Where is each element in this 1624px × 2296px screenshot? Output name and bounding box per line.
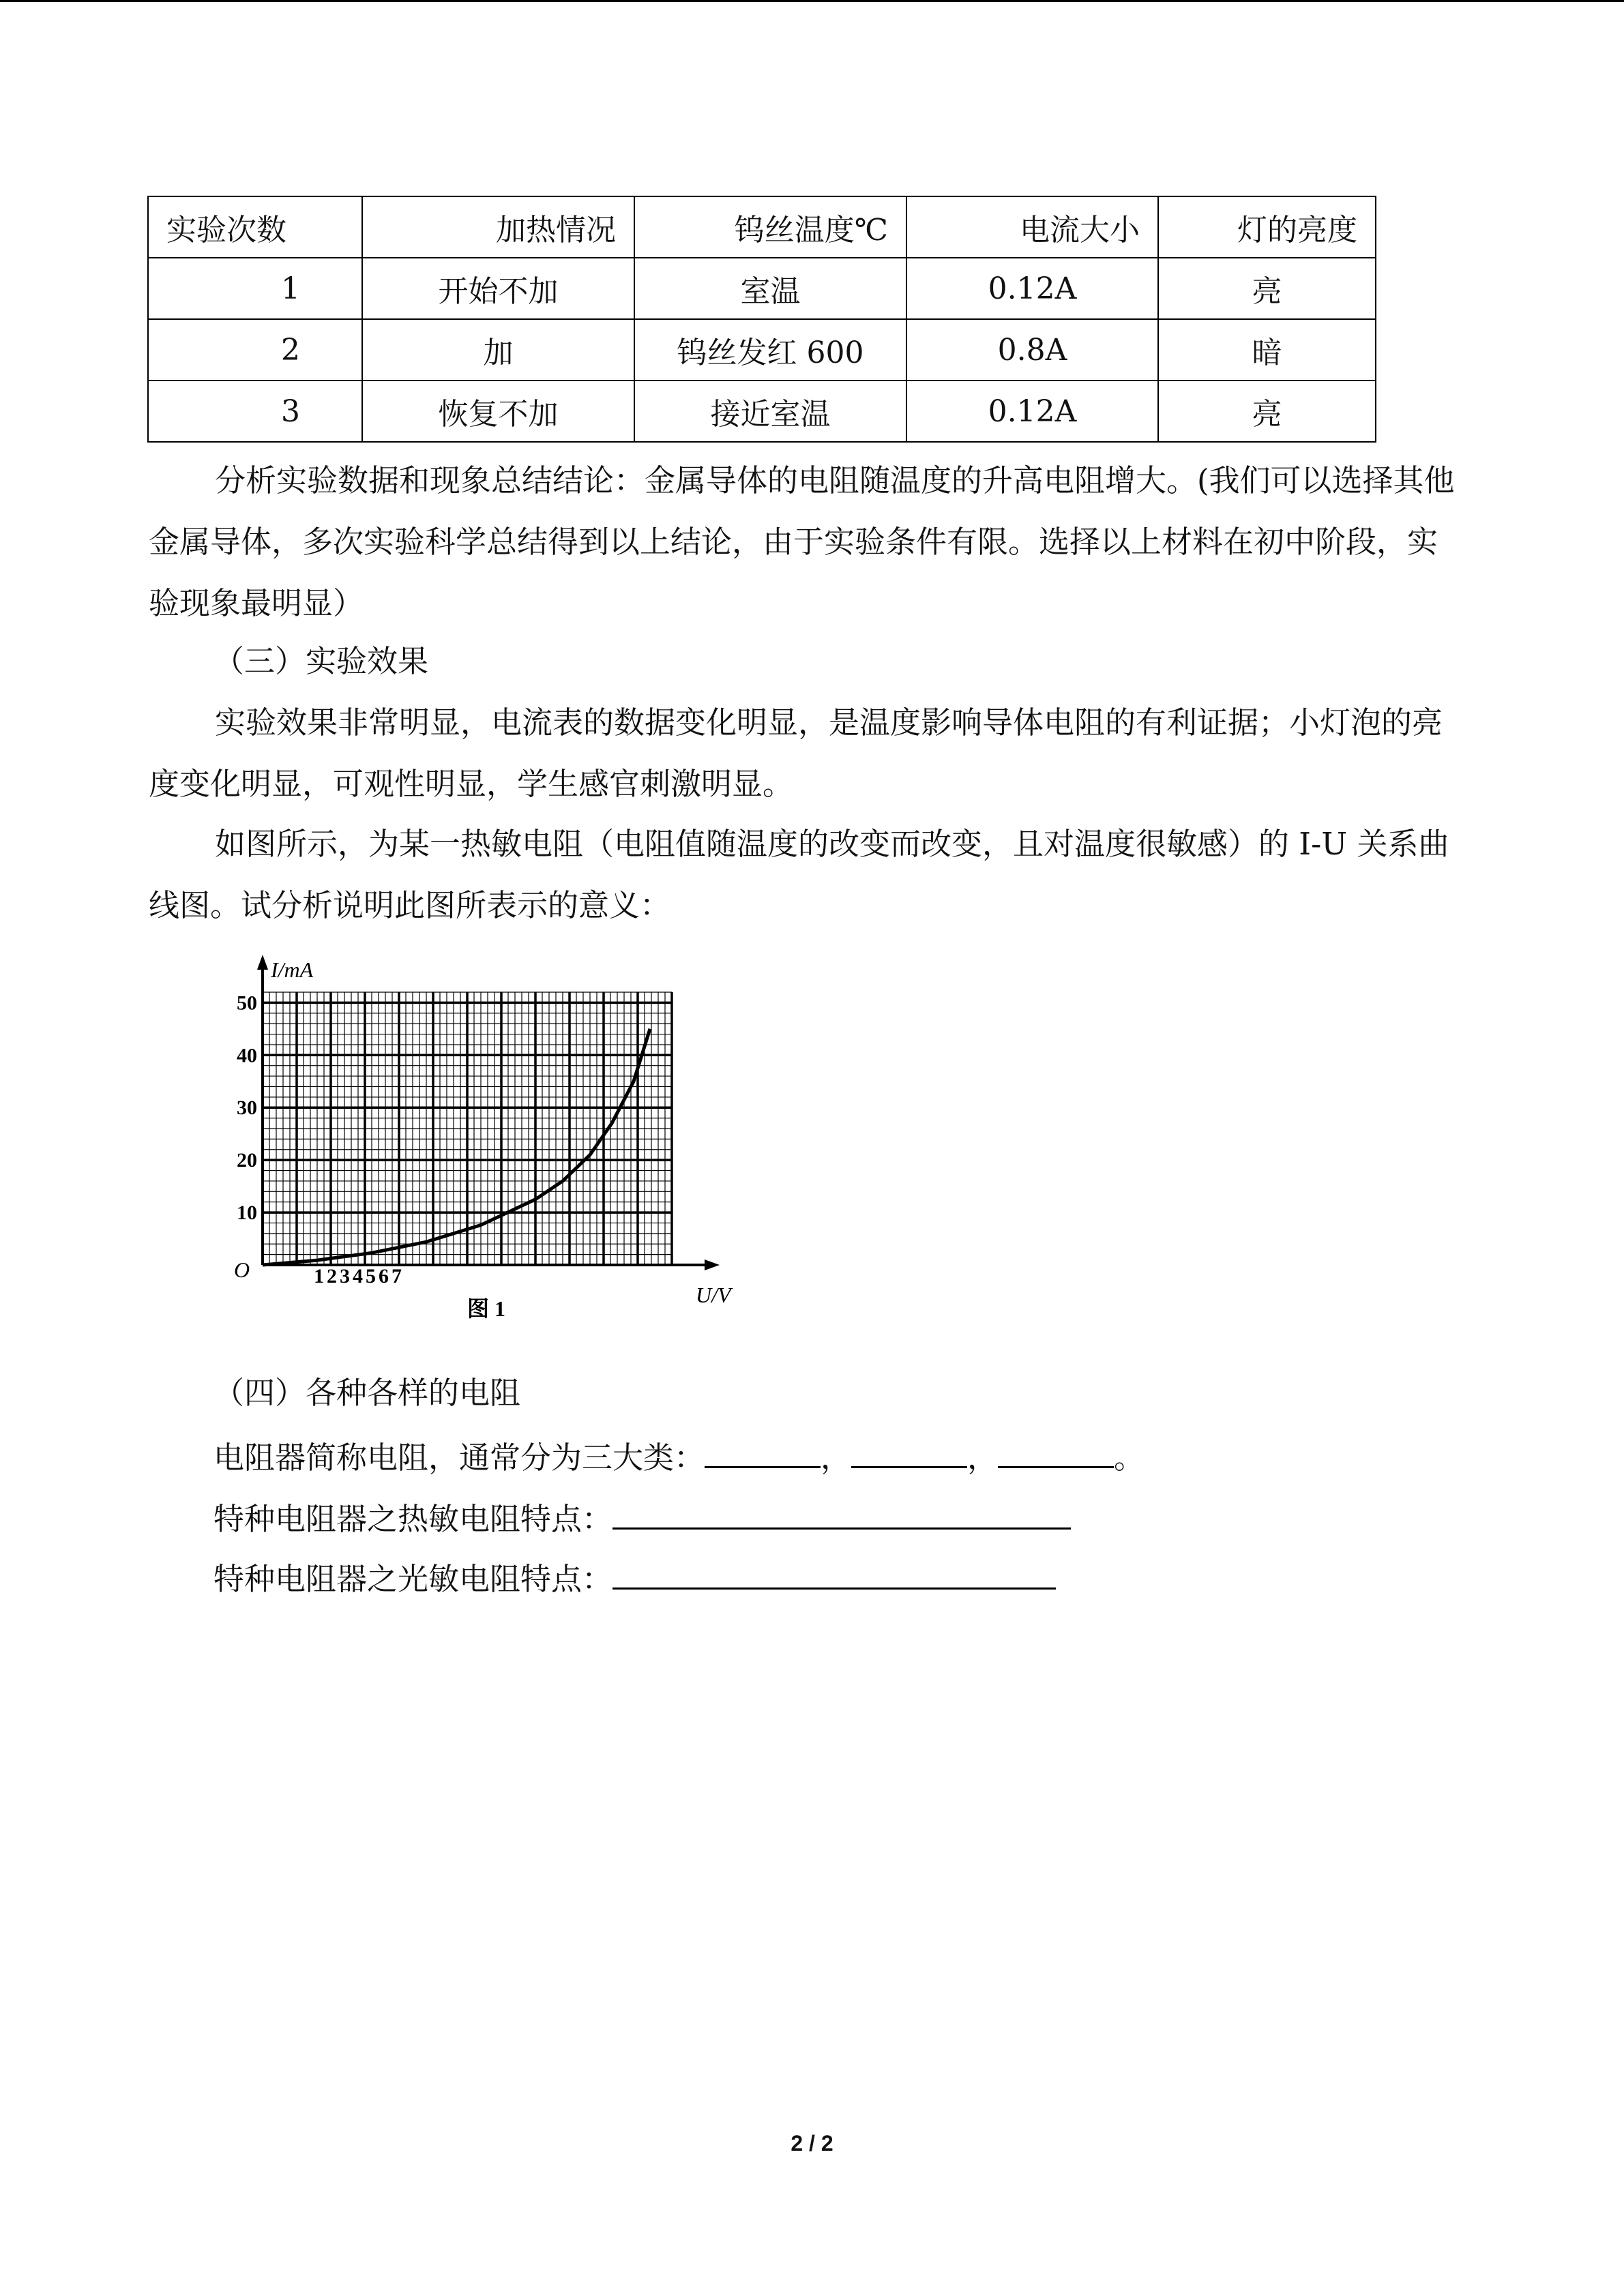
period: 。 — [1114, 1440, 1145, 1476]
comma-2: ， — [967, 1440, 999, 1476]
section-3-heading: （三）实验效果 — [213, 643, 429, 679]
classification-text: 电阻器简称电阻，通常分为三大类： — [213, 1440, 705, 1476]
chart-series — [263, 1029, 650, 1265]
y-tick-label: 40 — [237, 1044, 257, 1067]
table-header-row — [148, 196, 1376, 258]
x-tick-label: 7 — [392, 1265, 402, 1287]
origin-label: O — [234, 1257, 250, 1282]
header-current: 电流大小 — [906, 196, 1158, 258]
thermistor-line — [213, 1489, 1071, 1550]
y-axis-label: I/mA — [271, 957, 314, 982]
effect-paragraph: 实验效果非常明显，电流表的数据变化明显，是温度影响导体电阻的有利证据；小灯泡的亮度变化明显，可观性明显，学生感官刺激明显。 — [149, 704, 1443, 802]
table-cell: 加 — [362, 319, 634, 381]
table-cell: 1 — [148, 258, 362, 319]
x-tick-label: 4 — [353, 1265, 363, 1287]
thermistor-text: 特种电阻器之热敏电阻特点： — [213, 1501, 613, 1537]
top-border-line — [0, 0, 1624, 2]
classification-line — [213, 1427, 1145, 1489]
blank-field-2[interactable] — [851, 1431, 967, 1468]
y-tick-label: 50 — [237, 992, 257, 1015]
iu-curve-chart — [225, 948, 757, 1330]
y-axis-arrow — [257, 955, 268, 970]
header-heating: 加热情况 — [362, 196, 634, 258]
table-row — [148, 258, 1376, 319]
table-cell: 0.12A — [906, 381, 1158, 442]
y-tick-label: 20 — [237, 1149, 257, 1172]
table-cell: 接近室温 — [634, 381, 906, 442]
analysis-paragraph: 分析实验数据和现象总结结论：金属导体的电阻随温度的升高电阻增大。(我们可以选择其他金属导体，多次实验科学总结得到以上结论，由于实验条件有限。选择以上材料在初中阶段，实验现象最明显） — [149, 462, 1455, 621]
table-cell: 恢复不加 — [362, 381, 634, 442]
photoresistor-answer-field[interactable] — [612, 1552, 1056, 1590]
thermistor-answer-field[interactable] — [612, 1492, 1071, 1530]
blank-field-3[interactable] — [998, 1431, 1114, 1468]
question-paragraph: 如图所示，为某一热敏电阻（电阻值随温度的改变而改变，且对温度很敏感）的 I-U 关系曲线图。试分析说明此图所表示的意义： — [149, 826, 1449, 923]
x-axis-arrow — [705, 1259, 720, 1270]
chart-grid — [263, 992, 672, 1265]
table-cell: 开始不加 — [362, 258, 634, 319]
iu-curve-figure — [225, 948, 757, 1332]
iu-curve-line — [263, 1029, 650, 1265]
x-tick-label: 1 — [314, 1265, 324, 1287]
table-cell: 钨丝发红 600 — [634, 319, 906, 381]
blank-field-1[interactable] — [705, 1431, 821, 1468]
y-tick-label: 10 — [237, 1202, 257, 1225]
header-trial: 实验次数 — [148, 196, 362, 258]
table-cell: 亮 — [1158, 258, 1376, 319]
table-cell: 0.8A — [906, 319, 1158, 381]
table-row — [148, 319, 1376, 381]
table-row — [148, 381, 1376, 442]
section-4-heading: （四）各种各样的电阻 — [213, 1375, 521, 1411]
photoresistor-line — [213, 1549, 1056, 1610]
figure-caption: 图 1 — [467, 1296, 506, 1321]
y-tick-label: 30 — [237, 1097, 257, 1120]
table-cell: 暗 — [1158, 319, 1376, 381]
table-cell: 0.12A — [906, 258, 1158, 319]
comma-1: ， — [821, 1440, 852, 1476]
x-tick-label: 3 — [340, 1265, 350, 1287]
experiment-table — [147, 196, 1376, 443]
x-tick-label: 2 — [327, 1265, 337, 1287]
table-cell: 3 — [148, 381, 362, 442]
header-brightness: 灯的亮度 — [1158, 196, 1376, 258]
x-tick-label: 6 — [379, 1265, 389, 1287]
table-cell: 2 — [148, 319, 362, 381]
photoresistor-text: 特种电阻器之光敏电阻特点： — [213, 1561, 613, 1597]
header-temperature: 钨丝温度℃ — [634, 196, 906, 258]
table-cell: 亮 — [1158, 381, 1376, 442]
page-number: 2 / 2 — [791, 2131, 833, 2156]
table-cell: 室温 — [634, 258, 906, 319]
x-tick-label: 5 — [366, 1265, 376, 1287]
x-axis-label: U/V — [696, 1283, 731, 1307]
